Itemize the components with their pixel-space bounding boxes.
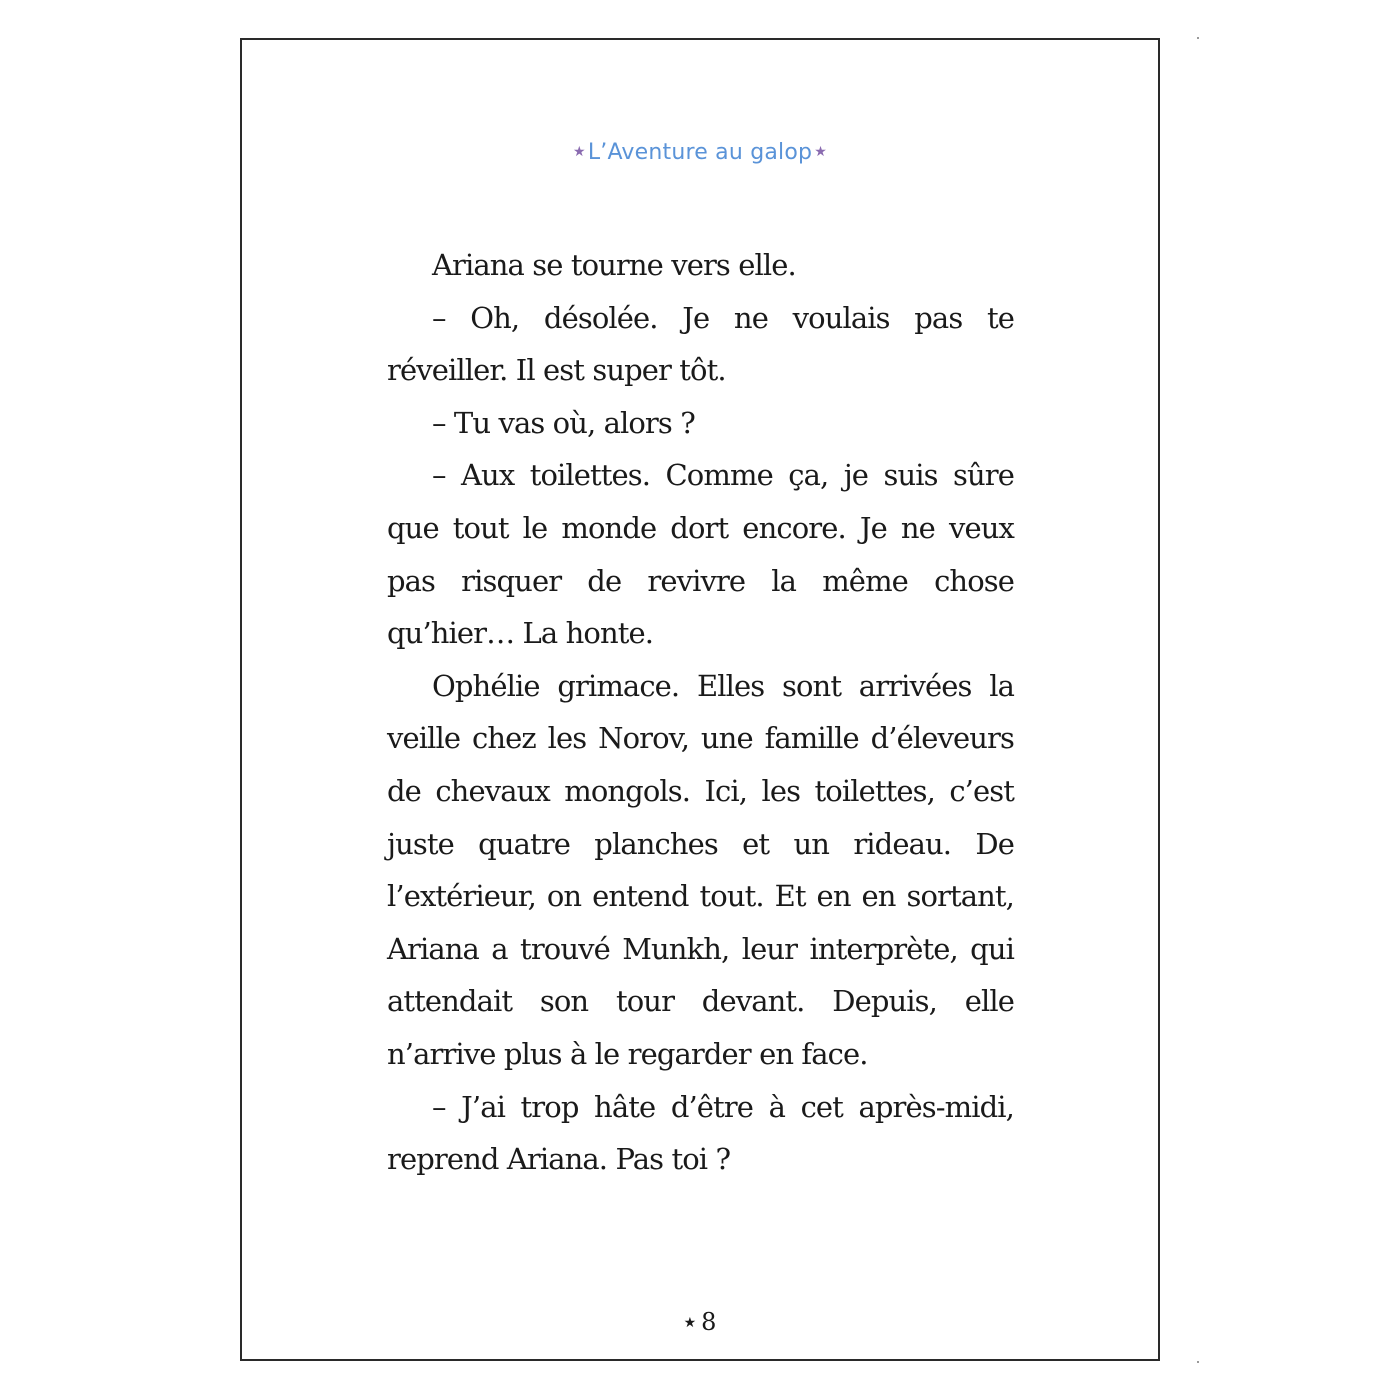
crop-mark-top-right	[1197, 37, 1199, 39]
paragraph: – Aux toilettes. Comme ça, je suis sûre que tout le monde dort encore. Je ne veux pas risquer de revivre la même chose qu’hier… La honte.	[387, 458, 1014, 651]
book-title: L’Aventure au galop	[587, 140, 813, 165]
paragraph: Ariana se tourne vers elle.	[432, 248, 796, 282]
crop-mark-bottom-right	[1197, 1361, 1199, 1363]
star-icon: ★	[573, 144, 586, 160]
book-page	[240, 38, 1160, 1361]
star-icon: ★	[814, 144, 827, 160]
paragraph: – Oh, désolée. Je ne voulais pas te réveiller. Il est super tôt.	[387, 300, 1014, 388]
star-icon: ★	[683, 1315, 697, 1331]
page-footer	[242, 1308, 1158, 1336]
body-text	[387, 239, 1014, 1186]
paragraph: – Tu vas où, alors ?	[432, 405, 695, 440]
paragraph: Ophélie grimace. Elles sont arrivées la veille chez les Norov, une famille d’éleveurs de chevaux mongols. Ici, les toilettes, c’est juste quatre planches et un rideau. De l’extérieur, on entend tout. Et en en sortant, Ariana a trouvé Munkh, leur interprète, qui attendait son tour devant. Depuis, elle n’arrive plus à le regarder en face.	[387, 668, 1014, 1071]
paragraph: – J’ai trop hâte d’être à cet après-midi, reprend Ariana. Pas toi ?	[387, 1089, 1014, 1177]
page-number: 8	[701, 1308, 717, 1336]
running-header	[242, 140, 1158, 165]
